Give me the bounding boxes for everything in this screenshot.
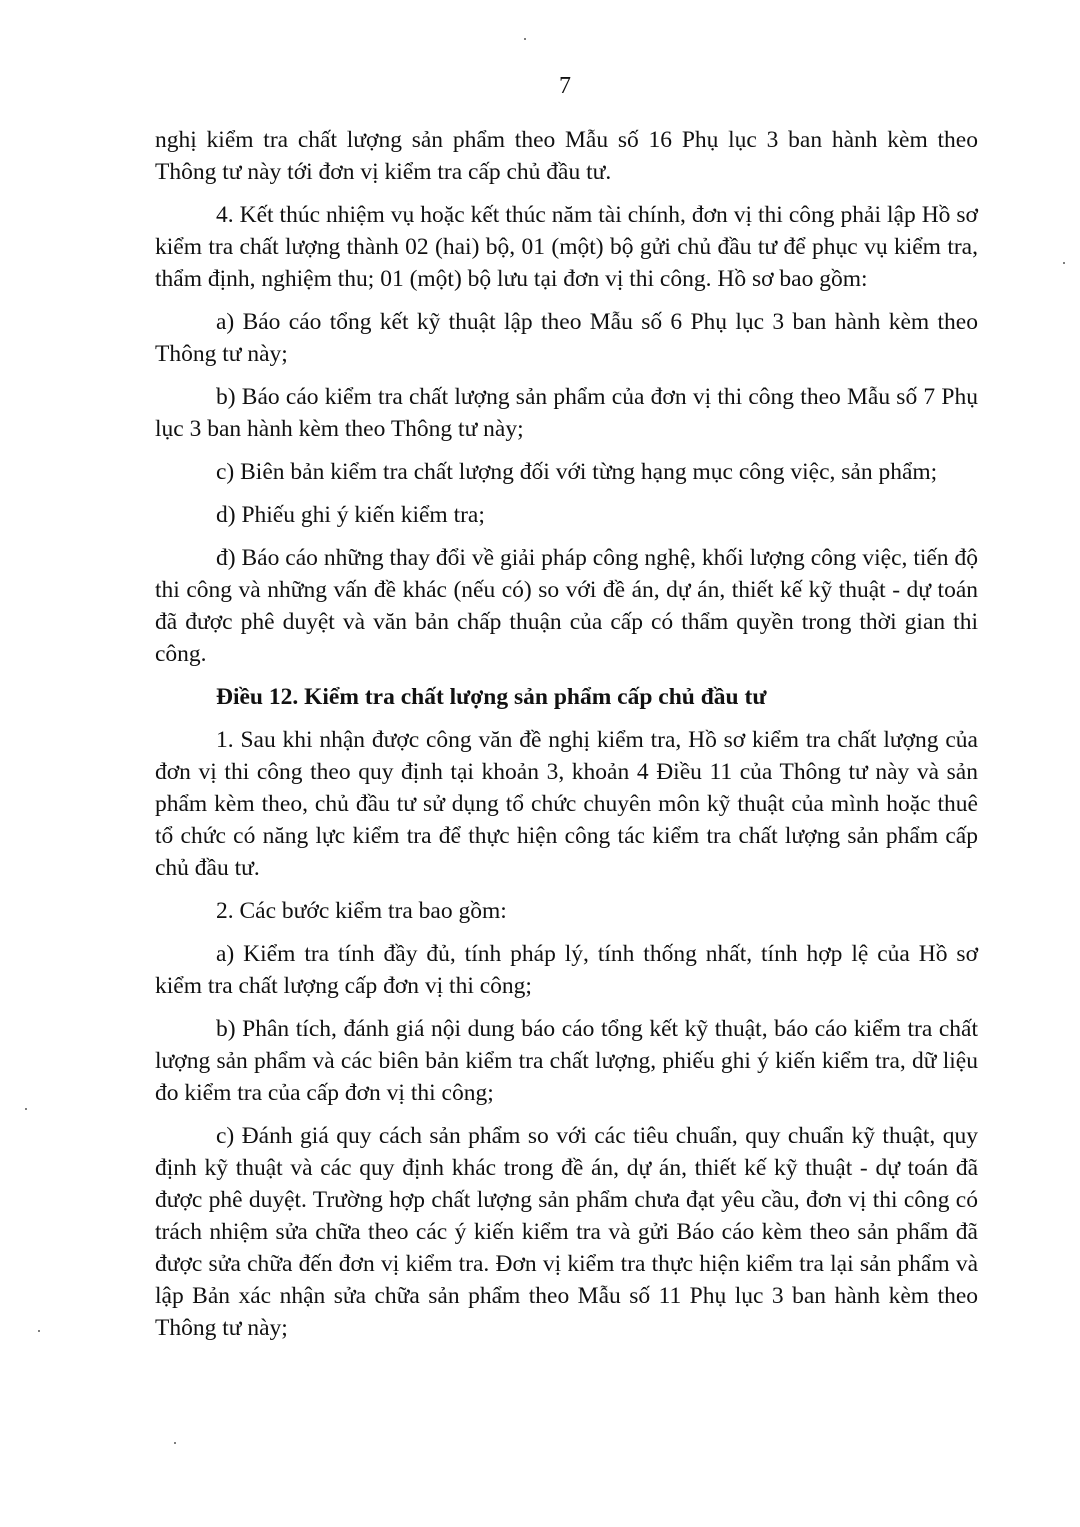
- paragraph-clause-4: 4. Kết thúc nhiệm vụ hoặc kết thúc năm tài chính, đơn vị thi công phải lập Hồ sơ kiểm tra chất lượng thành 02 (hai) bộ, 01 (một) bộ gửi chủ đầu tư để phục vụ kiểm tra, thẩm định, nghiệm thu; 01 (một) bộ lưu tại đơn vị thi công. Hồ sơ bao gồm:: [155, 202, 978, 292]
- paragraph-item-dd: đ) Báo cáo những thay đổi về giải pháp công nghệ, khối lượng công việc, tiến độ thi công và những vấn đề khác (nếu có) so với đề án, dự án, thiết kế kỹ thuật - dự toán đã được phê duyệt và văn bản chấp thuận của cấp có thẩm quyền trong thời gian thi công.: [155, 545, 978, 667]
- paragraph-step-a: a) Kiểm tra tính đầy đủ, tính pháp lý, tính thống nhất, tính hợp lệ của Hồ sơ kiểm tra chất lượng cấp đơn vị thi công;: [155, 941, 978, 999]
- paragraph-step-b: b) Phân tích, đánh giá nội dung báo cáo tổng kết kỹ thuật, báo cáo kiểm tra chất lượng sản phẩm và các biên bản kiểm tra chất lượng, phiếu ghi ý kiến kiểm tra, dữ liệu đo kiểm tra của cấp đơn vị thi công;: [155, 1016, 978, 1106]
- scan-speck: [524, 38, 526, 40]
- paragraph-step-c: c) Đánh giá quy cách sản phẩm so với các tiêu chuẩn, quy chuẩn kỹ thuật, quy định kỹ thuật và các quy định khác trong đề án, dự án, thiết kế kỹ thuật - dự toán đã được phê duyệt. Trường hợp chất lượng sản phẩm chưa đạt yêu cầu, đơn vị thi công có trách nhiệm sửa chữa theo các ý kiến kiểm tra và gửi Báo cáo kèm theo sản phẩm đã được sửa chữa đến đơn vị kiểm tra. Đơn vị kiểm tra thực hiện kiểm tra lại sản phẩm và lập Bản xác nhận sửa chữa sản phẩm theo Mẫu số 11 Phụ lục 3 ban hành kèm theo Thông tư này;: [155, 1123, 978, 1341]
- scan-speck: [174, 1442, 176, 1444]
- document-body: [155, 124, 978, 1355]
- scan-speck: [25, 1108, 27, 1110]
- scan-speck: [38, 1330, 40, 1332]
- paragraph-item-b: b) Báo cáo kiểm tra chất lượng sản phẩm của đơn vị thi công theo Mẫu số 7 Phụ lục 3 ban hành kèm theo Thông tư này;: [155, 384, 978, 442]
- paragraph-clause-1: 1. Sau khi nhận được công văn đề nghị kiểm tra, Hồ sơ kiểm tra chất lượng của đơn vị thi công theo quy định tại khoản 3, khoản 4 Điều 11 của Thông tư này và sản phẩm kèm theo, chủ đầu tư sử dụng tổ chức chuyên môn kỹ thuật của mình hoặc thuê tổ chức có năng lực kiểm tra để thực hiện công tác kiểm tra chất lượng sản phẩm cấp chủ đầu tư.: [155, 727, 978, 881]
- paragraph-item-a: a) Báo cáo tổng kết kỹ thuật lập theo Mẫu số 6 Phụ lục 3 ban hành kèm theo Thông tư này;: [155, 309, 978, 367]
- paragraph-item-d: d) Phiếu ghi ý kiến kiểm tra;: [216, 502, 485, 528]
- page-number: 7: [559, 73, 571, 99]
- paragraph-clause-2: 2. Các bước kiểm tra bao gồm:: [216, 898, 507, 924]
- paragraph-item-c: c) Biên bản kiểm tra chất lượng đối với từng hạng mục công việc, sản phẩm;: [216, 459, 938, 485]
- article-heading: Điều 12. Kiểm tra chất lượng sản phẩm cấp chủ đầu tư: [216, 684, 767, 710]
- scan-speck: [1063, 262, 1065, 264]
- paragraph-continuation: nghị kiểm tra chất lượng sản phẩm theo Mẫu số 16 Phụ lục 3 ban hành kèm theo Thông tư này tới đơn vị kiểm tra cấp chủ đầu tư.: [155, 127, 978, 185]
